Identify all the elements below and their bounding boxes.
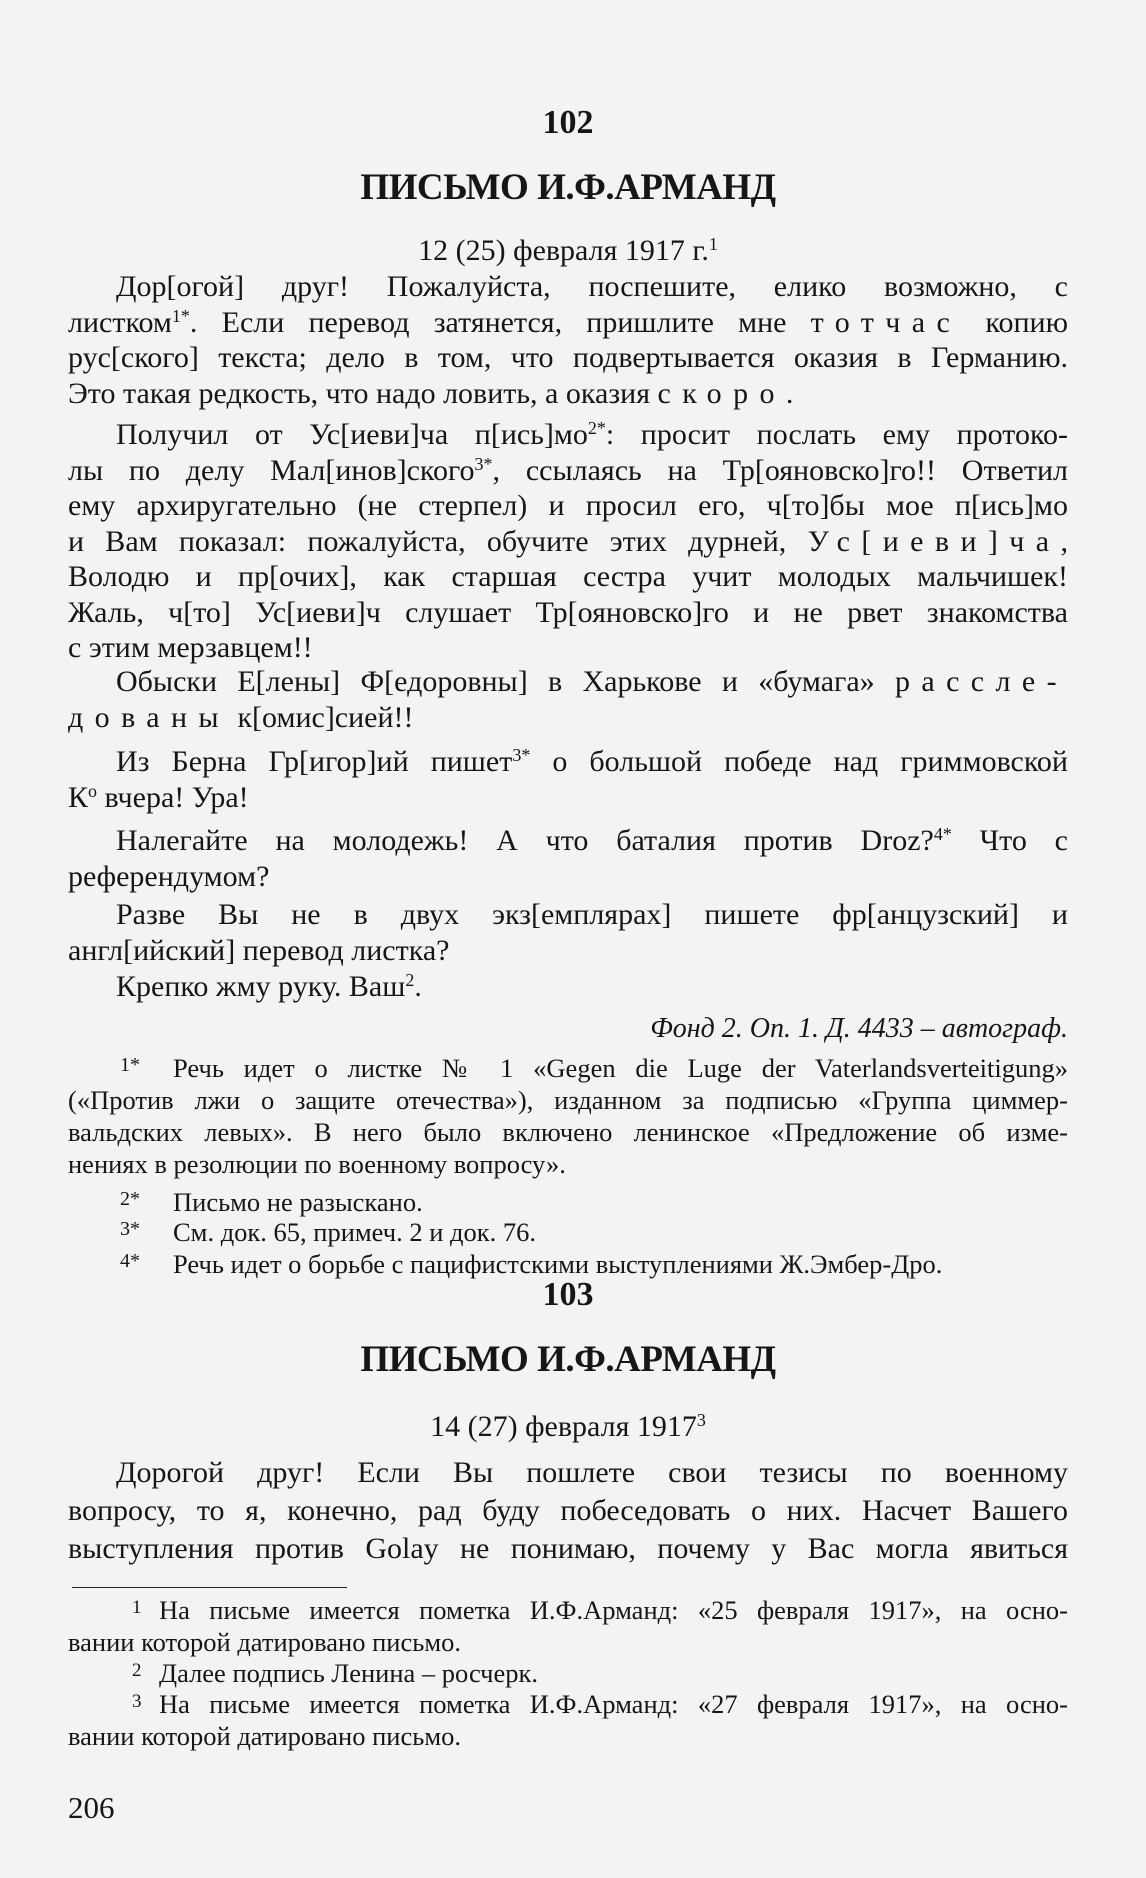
paragraph bbox=[68, 744, 1068, 815]
text-run: Это такая редкость, что надо ловить, а оказия bbox=[68, 376, 658, 410]
footnote-ref: 2 bbox=[405, 970, 415, 991]
paragraph bbox=[68, 417, 1068, 666]
text-run: , ссылаясь на Тр[ояновско]го!! Ответил bbox=[492, 453, 1069, 487]
spaced-emphasis: тотчас bbox=[810, 305, 962, 339]
text-run: Крепко жму руку. Ваш bbox=[116, 970, 406, 1003]
paragraph bbox=[68, 1454, 1068, 1568]
footnote-ref: 4* bbox=[933, 824, 952, 845]
text-line bbox=[68, 488, 1068, 524]
text-run: К bbox=[68, 780, 89, 814]
page-footnote bbox=[68, 1658, 1068, 1690]
text-line bbox=[68, 524, 1068, 560]
note-line bbox=[68, 1595, 1068, 1627]
paragraph bbox=[68, 269, 1068, 411]
note-marker: 4* bbox=[120, 1250, 140, 1272]
text-run: Получил от Ус[иеви]ча п[ись]мо bbox=[116, 418, 588, 451]
text-run: выступления против Golay не понимаю, почему у Вас могла явиться bbox=[68, 1532, 1068, 1565]
text-line bbox=[68, 630, 1068, 666]
document-date bbox=[68, 233, 1068, 269]
text-run: Разве Вы не в двух экз[емплярах] пишете фр[анцузский] и bbox=[116, 898, 1068, 931]
text-run: англ[ийский] перевод листка? bbox=[68, 933, 450, 967]
text-run: Из Берна Гр[игор]ий пишет bbox=[116, 745, 513, 778]
text-line bbox=[68, 744, 1068, 780]
text-line bbox=[68, 859, 1068, 895]
note-line bbox=[68, 1627, 1068, 1659]
note-line bbox=[68, 1148, 1068, 1180]
text-line bbox=[68, 969, 1068, 1005]
date-text: 12 (25) февраля 1917 г. bbox=[418, 234, 709, 267]
note-text: Речь идет о борьбе с пацифистскими выступлениями Ж.Эмбер-Дро. bbox=[173, 1249, 943, 1279]
text-line bbox=[68, 1530, 1068, 1568]
note-line bbox=[68, 1689, 1068, 1721]
text-run: листком bbox=[68, 305, 172, 339]
editorial-note bbox=[68, 1052, 1068, 1180]
text-run: ему архиругательно (не стерпел) и просил его, ч[то]бы мое п[ись]мо bbox=[68, 489, 1068, 522]
footnote-ref: 3 bbox=[696, 1410, 706, 1431]
text-run: Жаль, ч[то] Ус[иеви]ч слушает Тр[ояновско]го и не рвет знакомства bbox=[68, 595, 1068, 629]
text-line bbox=[68, 933, 1068, 969]
editorial-note bbox=[68, 1216, 1068, 1248]
note-text: нениях в резолюции по военному вопросу». bbox=[68, 1149, 566, 1179]
footnote-ref: 3* bbox=[512, 745, 531, 766]
text-line bbox=[68, 340, 1068, 376]
spaced-emphasis: скоро bbox=[657, 376, 786, 410]
text-line bbox=[68, 897, 1068, 933]
text-line bbox=[68, 559, 1068, 595]
note-line bbox=[68, 1186, 1068, 1218]
text-line bbox=[68, 453, 1068, 489]
note-marker: 1* bbox=[120, 1054, 140, 1076]
note-text: («Против лжи о защите отечества»), изданном за подписью «Группа циммер- bbox=[68, 1085, 1068, 1115]
page-footnote bbox=[68, 1595, 1068, 1658]
text-line bbox=[68, 780, 1068, 816]
text-run: . bbox=[414, 970, 422, 1003]
text-run: . bbox=[785, 376, 794, 410]
spaced-emphasis: Ус[иеви]ча bbox=[807, 524, 1061, 558]
note-line bbox=[68, 1216, 1068, 1248]
text-line bbox=[68, 823, 1068, 859]
text-run: Обыски Е[лены] Ф[едоровны] в Харькове и «бумага» bbox=[116, 665, 895, 698]
text-run: о большой победе над гриммовской bbox=[530, 745, 1068, 778]
note-line bbox=[68, 1084, 1068, 1116]
date-text: 14 (27) февраля 1917 bbox=[430, 1410, 697, 1443]
note-marker: 1 bbox=[132, 1597, 142, 1618]
note-marker: 2 bbox=[132, 1660, 142, 1681]
paragraph bbox=[68, 969, 1068, 1005]
text-line bbox=[68, 305, 1068, 341]
text-line bbox=[68, 664, 1068, 700]
footnote-divider bbox=[72, 1587, 347, 1588]
text-line bbox=[68, 700, 1068, 736]
text-run: референдумом? bbox=[68, 859, 270, 893]
footnote-ref: 1 bbox=[708, 234, 718, 255]
document-title: ПИСЬМО И.Ф.АРМАНД bbox=[360, 167, 776, 208]
text-run: вопросу, то я, конечно, рад буду побеседовать о них. Насчет Вашего bbox=[68, 1494, 1068, 1527]
note-line bbox=[68, 1116, 1068, 1148]
text-run: и Вам показал: пожалуйста, обучите этих дурней, bbox=[68, 524, 808, 558]
note-marker: 3* bbox=[120, 1218, 140, 1240]
note-text: На письме имеется пометка И.Ф.Арманд: «27 февраля 1917», на осно- bbox=[159, 1689, 1068, 1719]
text-run: вчера! Ура! bbox=[97, 780, 249, 814]
note-text: вании которой датировано письмо. bbox=[68, 1720, 461, 1751]
note-line bbox=[68, 1658, 1068, 1690]
paragraph bbox=[68, 897, 1068, 968]
text-run: . Если перевод затянется, пришлите мне bbox=[189, 305, 811, 339]
text-run: к[омис]сией!! bbox=[229, 700, 414, 734]
page-number: 206 bbox=[68, 1790, 115, 1825]
document-title: ПИСЬМО И.Ф.АРМАНД bbox=[360, 1339, 776, 1380]
text-line bbox=[68, 417, 1068, 453]
note-marker: 2* bbox=[120, 1188, 140, 1210]
note-line bbox=[68, 1052, 1068, 1084]
footnote-ref: 1* bbox=[171, 305, 190, 326]
footnote-ref: 3* bbox=[474, 453, 493, 474]
document-number: 103 bbox=[542, 1276, 594, 1313]
note-text: вании которой датировано письмо. bbox=[68, 1626, 461, 1657]
text-run: Володю и пр[очих], как старшая сестра учит молодых мальчишек! bbox=[68, 560, 1068, 593]
text-line bbox=[68, 1454, 1068, 1492]
paragraph bbox=[68, 664, 1068, 735]
text-run: Дор[огой] друг! Пожалуйста, поспешите, елико возможно, с bbox=[116, 270, 1068, 303]
text-run: : просит послать ему протоко- bbox=[605, 418, 1068, 451]
editorial-note bbox=[68, 1186, 1068, 1218]
note-text: Речь идет о листке № 1 «Gegen die Luge der Vaterlandsverteitigung» bbox=[173, 1053, 1068, 1083]
text-run: Налегайте на молодежь! А что баталия против Droz? bbox=[116, 824, 934, 857]
text-run: с этим мерзавцем!! bbox=[68, 631, 313, 664]
note-text: На письме имеется пометка И.Ф.Арманд: «25 февраля 1917», на осно- bbox=[159, 1595, 1068, 1625]
text-run: рус[ского] текста; дело в том, что подвертывается оказия в Германию. bbox=[68, 341, 1068, 374]
note-text: вальдских левых». В него было включено ленинское «Предложение об изме- bbox=[68, 1117, 1068, 1147]
note-text: Далее подпись Ленина – росчерк. bbox=[159, 1658, 539, 1688]
text-line bbox=[68, 376, 1068, 412]
spaced-emphasis: рассле- bbox=[894, 665, 1068, 698]
note-line bbox=[68, 1721, 1068, 1753]
text-run: копию bbox=[961, 305, 1068, 339]
footnote-ref: 2* bbox=[587, 418, 606, 439]
document-number: 102 bbox=[542, 104, 594, 141]
page-footnote bbox=[68, 1689, 1068, 1752]
text-run: Что с bbox=[951, 824, 1068, 857]
text-line bbox=[68, 595, 1068, 631]
spaced-emphasis: дованы bbox=[68, 700, 230, 734]
paragraph bbox=[68, 823, 1068, 894]
text-line bbox=[68, 1492, 1068, 1530]
footnote-ref: о bbox=[88, 780, 98, 801]
text-run: Дорогой друг! Если Вы пошлете свои тезисы по военному bbox=[116, 1456, 1068, 1489]
text-run: , bbox=[1060, 524, 1068, 558]
note-marker: 3 bbox=[132, 1691, 142, 1712]
note-text: См. док. 65, примеч. 2 и док. 76. bbox=[173, 1217, 537, 1247]
note-text: Письмо не разыскано. bbox=[173, 1187, 423, 1217]
archive-source: Фонд 2. Оп. 1. Д. 4433 – автограф. bbox=[650, 1013, 1068, 1044]
text-line bbox=[68, 269, 1068, 305]
text-run: лы по делу Мал[инов]ского bbox=[68, 453, 475, 487]
document-date bbox=[68, 1409, 1068, 1445]
